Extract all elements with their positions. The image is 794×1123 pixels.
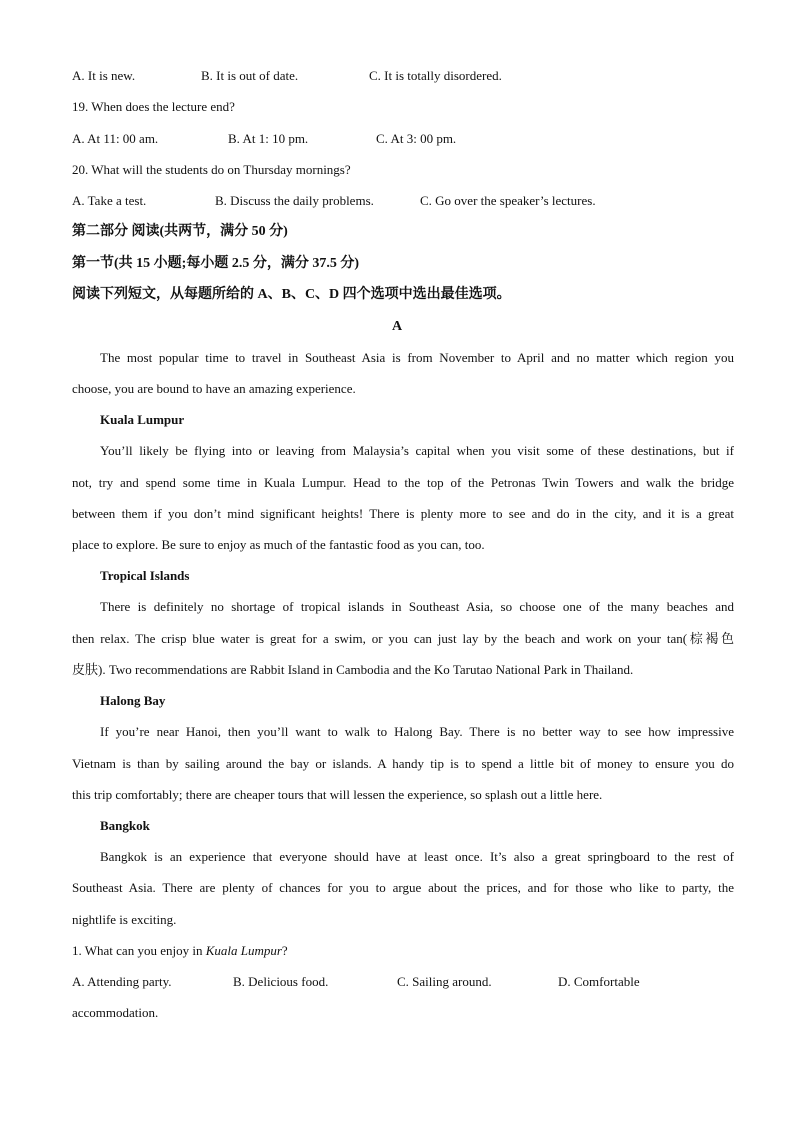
bangkok-heading: Bangkok (100, 818, 150, 833)
halong-bay-heading: Halong Bay (100, 693, 166, 708)
q18-option-c: C. It is totally disordered. (369, 68, 502, 83)
q18-option-b: B. It is out of date. (201, 68, 299, 83)
q1-stem-prefix: 1. What can you enjoy in (72, 943, 206, 958)
ti-line-2: then relax. The crisp blue water is great for a swim, or you can just lay by the beach and work on your tan(棕褐色 (72, 631, 734, 646)
bk-line-1: Bangkok is an experience that everyone should have at least once. It’s also a great springboard to the rest of (100, 849, 734, 864)
q1-stem (72, 943, 734, 959)
q1-stem-suffix: ? (281, 943, 288, 958)
q19-stem: 19. When does the lecture end? (72, 99, 235, 114)
intro-line-2: choose, you are bound to have an amazing experience. (72, 381, 356, 396)
instruction: 阅读下列短文，从每题所给的 A、B、C、D 四个选项中选出最佳选项。 (72, 287, 511, 302)
part-title: 第二部分 阅读(共两节，满分 50 分) (72, 224, 288, 239)
hb-line-1: If you’re near Hanoi, then you’ll want to walk to Halong Bay. There is no better way to see how impressive (100, 724, 734, 739)
ti-line-3: 皮肤). Two recommendations are Rabbit Island in Cambodia and the Ko Tarutao National Park in Thailand. (72, 662, 634, 677)
kl-line-3: between them if you don’t mind significant heights! There is plenty more to see and do in the city, and it is a great (72, 506, 734, 521)
q18-option-a: A. It is new. (72, 68, 136, 83)
q20-stem: 20. What will the students do on Thursday mornings? (72, 162, 351, 177)
tropical-islands-heading: Tropical Islands (100, 568, 190, 583)
q19-option-b: B. At 1: 10 pm. (228, 131, 309, 146)
hb-line-2: Vietnam is than by sailing around the bay or islands. A handy tip is to spend a little bit of money to ensure you do (72, 756, 734, 771)
q20-option-c: C. Go over the speaker’s lectures. (420, 193, 596, 208)
section-title: 第一节(共 15 小题;每小题 2.5 分，满分 37.5 分) (72, 256, 359, 271)
q1-stem-italic: Kuala Lumpur (205, 943, 282, 958)
bk-line-2: Southeast Asia. There are plenty of chances for you to argue about the prices, and for those who like to party, the (72, 880, 734, 895)
q19-option-c: C. At 3: 00 pm. (376, 131, 457, 146)
intro-line-1: The most popular time to travel in Southeast Asia is from November to April and no matter which region you (100, 350, 734, 365)
kuala-lumpur-heading: Kuala Lumpur (100, 412, 185, 427)
q1-option-d-continued: accommodation. (72, 1005, 159, 1020)
ti-line-1: There is definitely no shortage of tropical islands in Southeast Asia, so choose one of the many beaches and (100, 599, 734, 614)
kl-line-2: not, try and spend some time in Kuala Lumpur. Head to the top of the Petronas Twin Towers and walk the bridge (72, 475, 734, 490)
passage-label: A (391, 319, 403, 334)
q1-option-b: B. Delicious food. (233, 974, 329, 989)
kl-line-4: place to explore. Be sure to enjoy as much of the fantastic food as you can, too. (72, 537, 485, 552)
kl-line-1: You’ll likely be flying into or leaving from Malaysia’s capital when you visit some of these destinations, but if (100, 443, 734, 458)
q20-option-a: A. Take a test. (72, 193, 147, 208)
hb-line-3: this trip comfortably; there are cheaper tours that will lessen the experience, so splash out a little here. (72, 787, 603, 802)
q1-option-c: C. Sailing around. (397, 974, 492, 989)
q1-option-a: A. Attending party. (72, 974, 172, 989)
bk-line-3: nightlife is exciting. (72, 912, 177, 927)
q1-option-d: D. Comfortable (558, 974, 640, 989)
q20-option-b: B. Discuss the daily problems. (215, 193, 374, 208)
q19-option-a: A. At 11: 00 am. (72, 131, 159, 146)
